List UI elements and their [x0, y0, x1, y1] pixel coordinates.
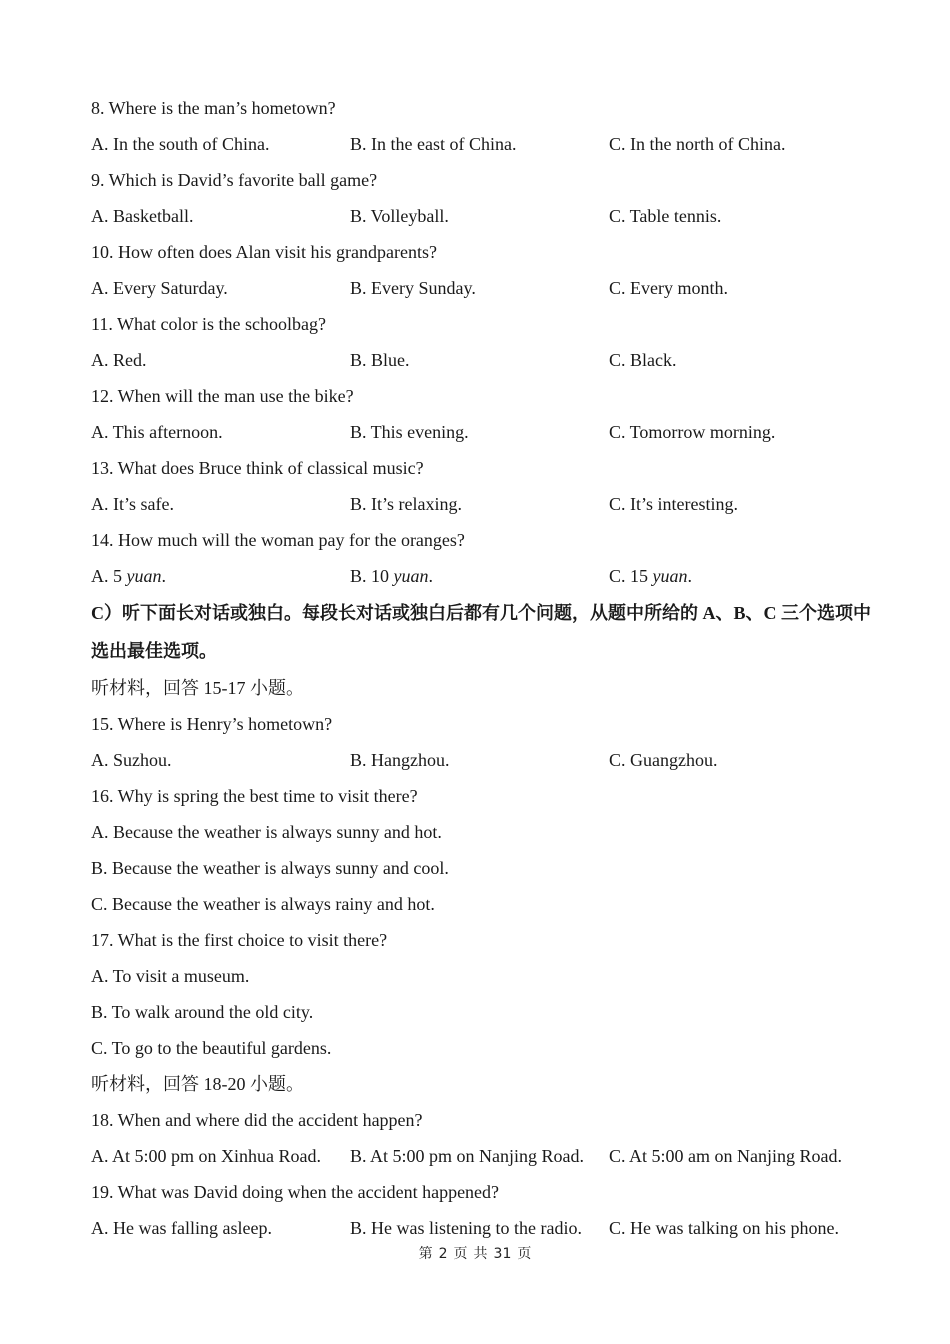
option-c: C. In the north of China. — [609, 134, 786, 154]
option-c: C. Black. — [609, 350, 677, 370]
question-15: 15. Where is Henry’s hometown? — [91, 714, 333, 734]
footer-di: 第 — [418, 1246, 433, 1262]
footer-gong: 共 — [473, 1246, 488, 1262]
footer-ye: 页 — [517, 1246, 532, 1262]
options-10 — [91, 270, 881, 306]
unit-yuan: yuan — [652, 566, 688, 586]
question-10: 10. How often does Alan visit his grandparents? — [91, 242, 437, 262]
options-19 — [91, 1210, 881, 1246]
option-c: C. 15 yuan. — [609, 566, 693, 586]
options-15 — [91, 742, 881, 778]
footer-ye: 页 — [453, 1246, 468, 1262]
unit-yuan: yuan — [393, 566, 429, 586]
question-11: 11. What color is the schoolbag? — [91, 314, 326, 334]
question-12: 12. When will the man use the bike? — [91, 386, 354, 406]
option-b: B. At 5:00 pm on Nanjing Road. — [350, 1146, 584, 1166]
option-a: A. Because the weather is always sunny and hot. — [91, 822, 442, 842]
option-c: C. It’s interesting. — [609, 494, 738, 514]
option-b: B. Blue. — [350, 350, 410, 370]
option-a: A. Red. — [91, 350, 147, 370]
group-note-18-20: 听材料，回答 18-20 小题。 — [91, 1074, 304, 1094]
footer-page-number: 2 — [438, 1246, 448, 1262]
options-11 — [91, 342, 881, 378]
option-a: A. Basketball. — [91, 206, 194, 226]
option-c: C. Tomorrow morning. — [609, 422, 776, 442]
option-b: B. 10 yuan. — [350, 566, 434, 586]
exam-page — [91, 90, 881, 1246]
options-9 — [91, 198, 881, 234]
option-b: B. It’s relaxing. — [350, 494, 462, 514]
question-17: 17. What is the first choice to visit there? — [91, 930, 388, 950]
option-a: A. It’s safe. — [91, 494, 174, 514]
question-8: 8. Where is the man’s hometown? — [91, 98, 336, 118]
question-14: 14. How much will the woman pay for the oranges? — [91, 530, 465, 550]
option-b: B. This evening. — [350, 422, 469, 442]
options-18 — [91, 1138, 881, 1174]
option-b: B. To walk around the old city. — [91, 1002, 314, 1022]
group-note-15-17: 听材料，回答 15-17 小题。 — [91, 678, 304, 698]
option-c: C. Guangzhou. — [609, 750, 718, 770]
options-13 — [91, 486, 881, 522]
option-c: C. Because the weather is always rainy and hot. — [91, 894, 435, 914]
option-b: B. He was listening to the radio. — [350, 1218, 582, 1238]
option-c: C. He was talking on his phone. — [609, 1218, 839, 1238]
option-b: B. Hangzhou. — [350, 750, 450, 770]
question-16: 16. Why is spring the best time to visit there? — [91, 786, 418, 806]
option-a: A. To visit a museum. — [91, 966, 250, 986]
option-a: A. He was falling asleep. — [91, 1218, 272, 1238]
option-c: C. At 5:00 am on Nanjing Road. — [609, 1146, 842, 1166]
page-footer — [0, 1244, 950, 1264]
option-a: A. 5 yuan. — [91, 566, 166, 586]
option-c: C. Every month. — [609, 278, 728, 298]
footer-total-pages: 31 — [493, 1246, 512, 1262]
option-b: B. In the east of China. — [350, 134, 517, 154]
options-12 — [91, 414, 881, 450]
options-8 — [91, 126, 881, 162]
option-a: A. Every Saturday. — [91, 278, 228, 298]
question-19: 19. What was David doing when the accident happened? — [91, 1182, 500, 1202]
option-a: A. Suzhou. — [91, 750, 172, 770]
option-a: A. At 5:00 pm on Xinhua Road. — [91, 1146, 321, 1166]
unit-yuan: yuan — [126, 566, 162, 586]
option-b: B. Volleyball. — [350, 206, 449, 226]
option-a: A. This afternoon. — [91, 422, 223, 442]
option-c: C. Table tennis. — [609, 206, 722, 226]
section-c-instructions: C）听下面长对话或独白。每段长对话或独白后都有几个问题，从题中所给的 A、B、C 三个选项中选出最佳选项。 — [91, 603, 871, 661]
options-14 — [91, 558, 881, 594]
option-b: B. Because the weather is always sunny and cool. — [91, 858, 449, 878]
option-b: B. Every Sunday. — [350, 278, 476, 298]
option-a: A. In the south of China. — [91, 134, 270, 154]
option-c: C. To go to the beautiful gardens. — [91, 1038, 332, 1058]
question-9: 9. Which is David’s favorite ball game? — [91, 170, 378, 190]
question-18: 18. When and where did the accident happen? — [91, 1110, 423, 1130]
question-13: 13. What does Bruce think of classical music? — [91, 458, 424, 478]
